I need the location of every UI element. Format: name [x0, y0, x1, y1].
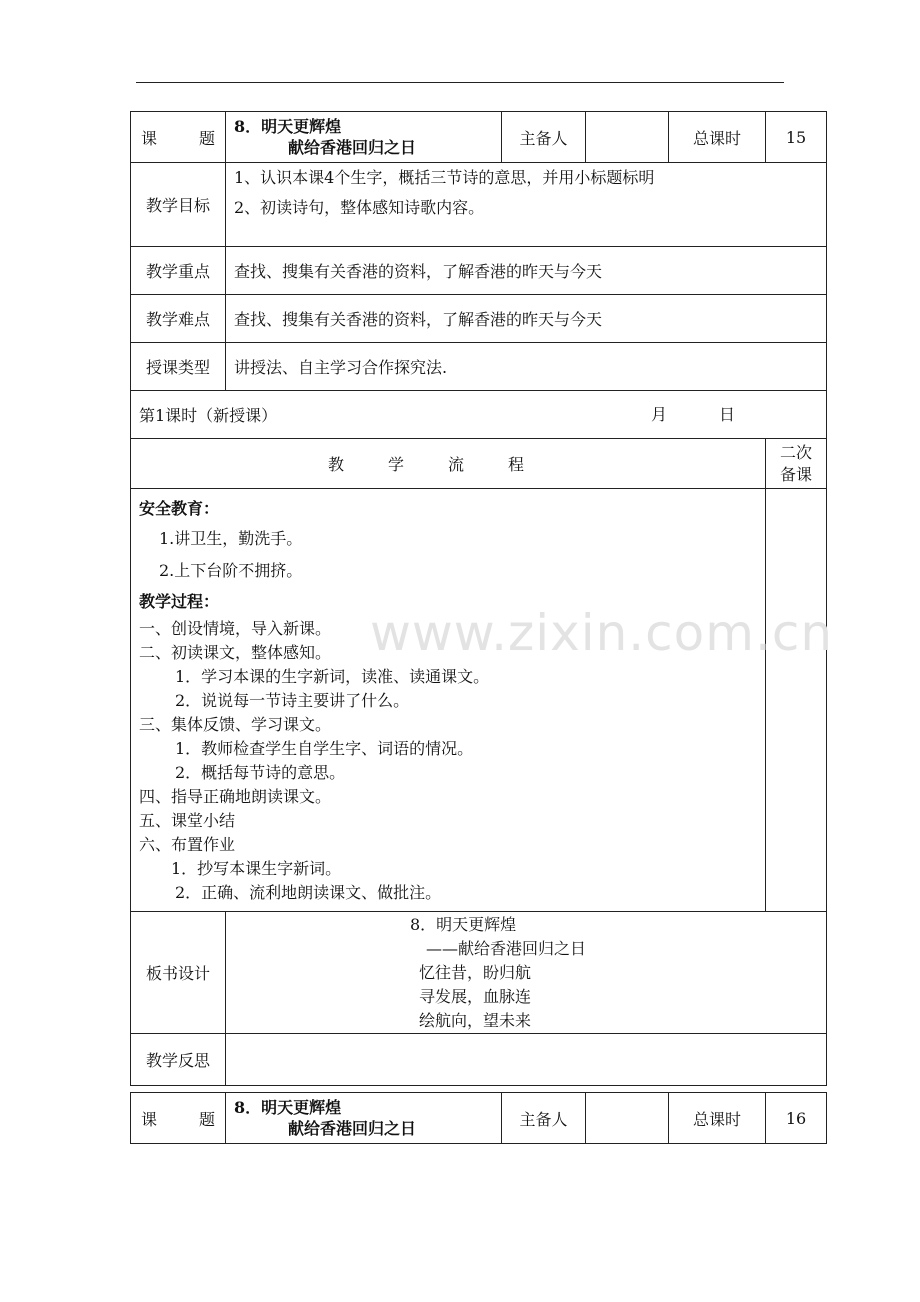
- preparer-label: 主备人: [502, 1093, 586, 1144]
- lesson-plan-table-2: [130, 1092, 827, 1144]
- second-prep-header: [766, 439, 827, 489]
- total-hours-label: 总课时: [669, 112, 766, 163]
- reflection-row: [131, 1034, 827, 1086]
- goals-label: 教学目标: [131, 163, 226, 247]
- board-line: 8．明天更辉煌: [410, 914, 517, 934]
- watermark: www.zixin.com.cn: [370, 604, 834, 662]
- second-prep-cell: [766, 489, 827, 912]
- preparer-value: [586, 112, 669, 163]
- goal-item: 2、初读诗句，整体感知诗歌内容。: [234, 198, 485, 217]
- process-content: [131, 489, 766, 912]
- process-step: 三、集体反馈、学习课文。: [139, 715, 332, 734]
- board-content: [226, 912, 827, 1034]
- topic-row: [131, 1093, 827, 1144]
- lesson-title: [226, 112, 502, 163]
- flow-header: 教学流程: [131, 439, 766, 489]
- process-step: 六、布置作业: [139, 835, 236, 854]
- day-label: 日: [719, 405, 736, 424]
- topic-label: 课 题: [131, 112, 226, 163]
- second-prep-line1: 二次: [779, 442, 812, 462]
- total-hours-label: 总课时: [669, 1093, 766, 1144]
- process-title: 教学过程：: [139, 592, 220, 611]
- second-prep-line2: 备课: [779, 464, 812, 484]
- process-substep: 1．学习本课的生字新词，读准、读通课文。: [175, 667, 490, 686]
- session-label: 第1课时（新授课）: [139, 406, 278, 425]
- board-line: ——献给香港回归之日: [426, 938, 587, 958]
- lesson-title-line1: 8．明天更辉煌: [234, 117, 342, 136]
- board-label: 板书设计: [131, 912, 226, 1034]
- process-substep: 1．教师检查学生自学生字、词语的情况。: [175, 739, 474, 758]
- process-substep: 1．抄写本课生字新词。: [171, 859, 342, 878]
- lesson-plan-table-1: [130, 111, 827, 1086]
- header-rule: [136, 82, 784, 83]
- process-substep: 2．说说每一节诗主要讲了什么。: [175, 691, 410, 710]
- board-row: [131, 912, 827, 1034]
- total-hours-value: 15: [766, 112, 827, 163]
- lesson-title-line2: 献给香港回归之日: [288, 1119, 417, 1138]
- lesson-title: [226, 1093, 502, 1144]
- total-hours-value: 16: [766, 1093, 827, 1144]
- process-substep: 2．概括每节诗的意思。: [175, 763, 346, 782]
- type-row: [131, 343, 827, 391]
- type-content: 讲授法、自主学习合作探究法.: [226, 343, 827, 391]
- process-step: 五、课堂小结: [139, 811, 236, 830]
- safety-item: 2.上下台阶不拥挤。: [159, 561, 303, 580]
- lesson-title-line2: 献给香港回归之日: [288, 138, 417, 157]
- preparer-label: 主备人: [502, 112, 586, 163]
- key-content: 查找、搜集有关香港的资料，了解香港的昨天与今天: [226, 247, 827, 295]
- key-label: 教学重点: [131, 247, 226, 295]
- type-label: 授课类型: [131, 343, 226, 391]
- reflection-content: [226, 1034, 827, 1086]
- difficult-label: 教学难点: [131, 295, 226, 343]
- session-cell: [131, 391, 827, 439]
- process-substep: 2．正确、流利地朗读课文、做批注。: [175, 883, 442, 902]
- process-step: 二、初读课文，整体感知。: [139, 643, 332, 662]
- process-step: 四、指导正确地朗读课文。: [139, 787, 332, 806]
- safety-title: 安全教育：: [139, 499, 220, 518]
- difficult-row: [131, 295, 827, 343]
- session-row: [131, 391, 827, 439]
- process-row: [131, 489, 827, 912]
- board-line: 忆往昔，盼归航: [419, 962, 532, 982]
- reflection-label: 教学反思: [131, 1034, 226, 1086]
- topic-row: [131, 112, 827, 163]
- board-line: 绘航向，望未来: [419, 1010, 532, 1030]
- key-row: [131, 247, 827, 295]
- safety-item: 1.讲卫生，勤洗手。: [159, 529, 303, 548]
- topic-label: 课 题: [131, 1093, 226, 1144]
- month-label: 月: [651, 405, 668, 424]
- goals-row: [131, 163, 827, 247]
- preparer-value: [586, 1093, 669, 1144]
- process-step: 一、创设情境，导入新课。: [139, 619, 332, 638]
- lesson-title-line1: 8．明天更辉煌: [234, 1098, 342, 1117]
- goal-item: 1、认识本课4个生字，概括三节诗的意思，并用小标题标明: [234, 168, 655, 187]
- difficult-content: 查找、搜集有关香港的资料，了解香港的昨天与今天: [226, 295, 827, 343]
- process-list: [139, 617, 757, 905]
- goals-content: [226, 163, 827, 247]
- board-line: 寻发展，血脉连: [419, 986, 532, 1006]
- flow-header-row: [131, 439, 827, 489]
